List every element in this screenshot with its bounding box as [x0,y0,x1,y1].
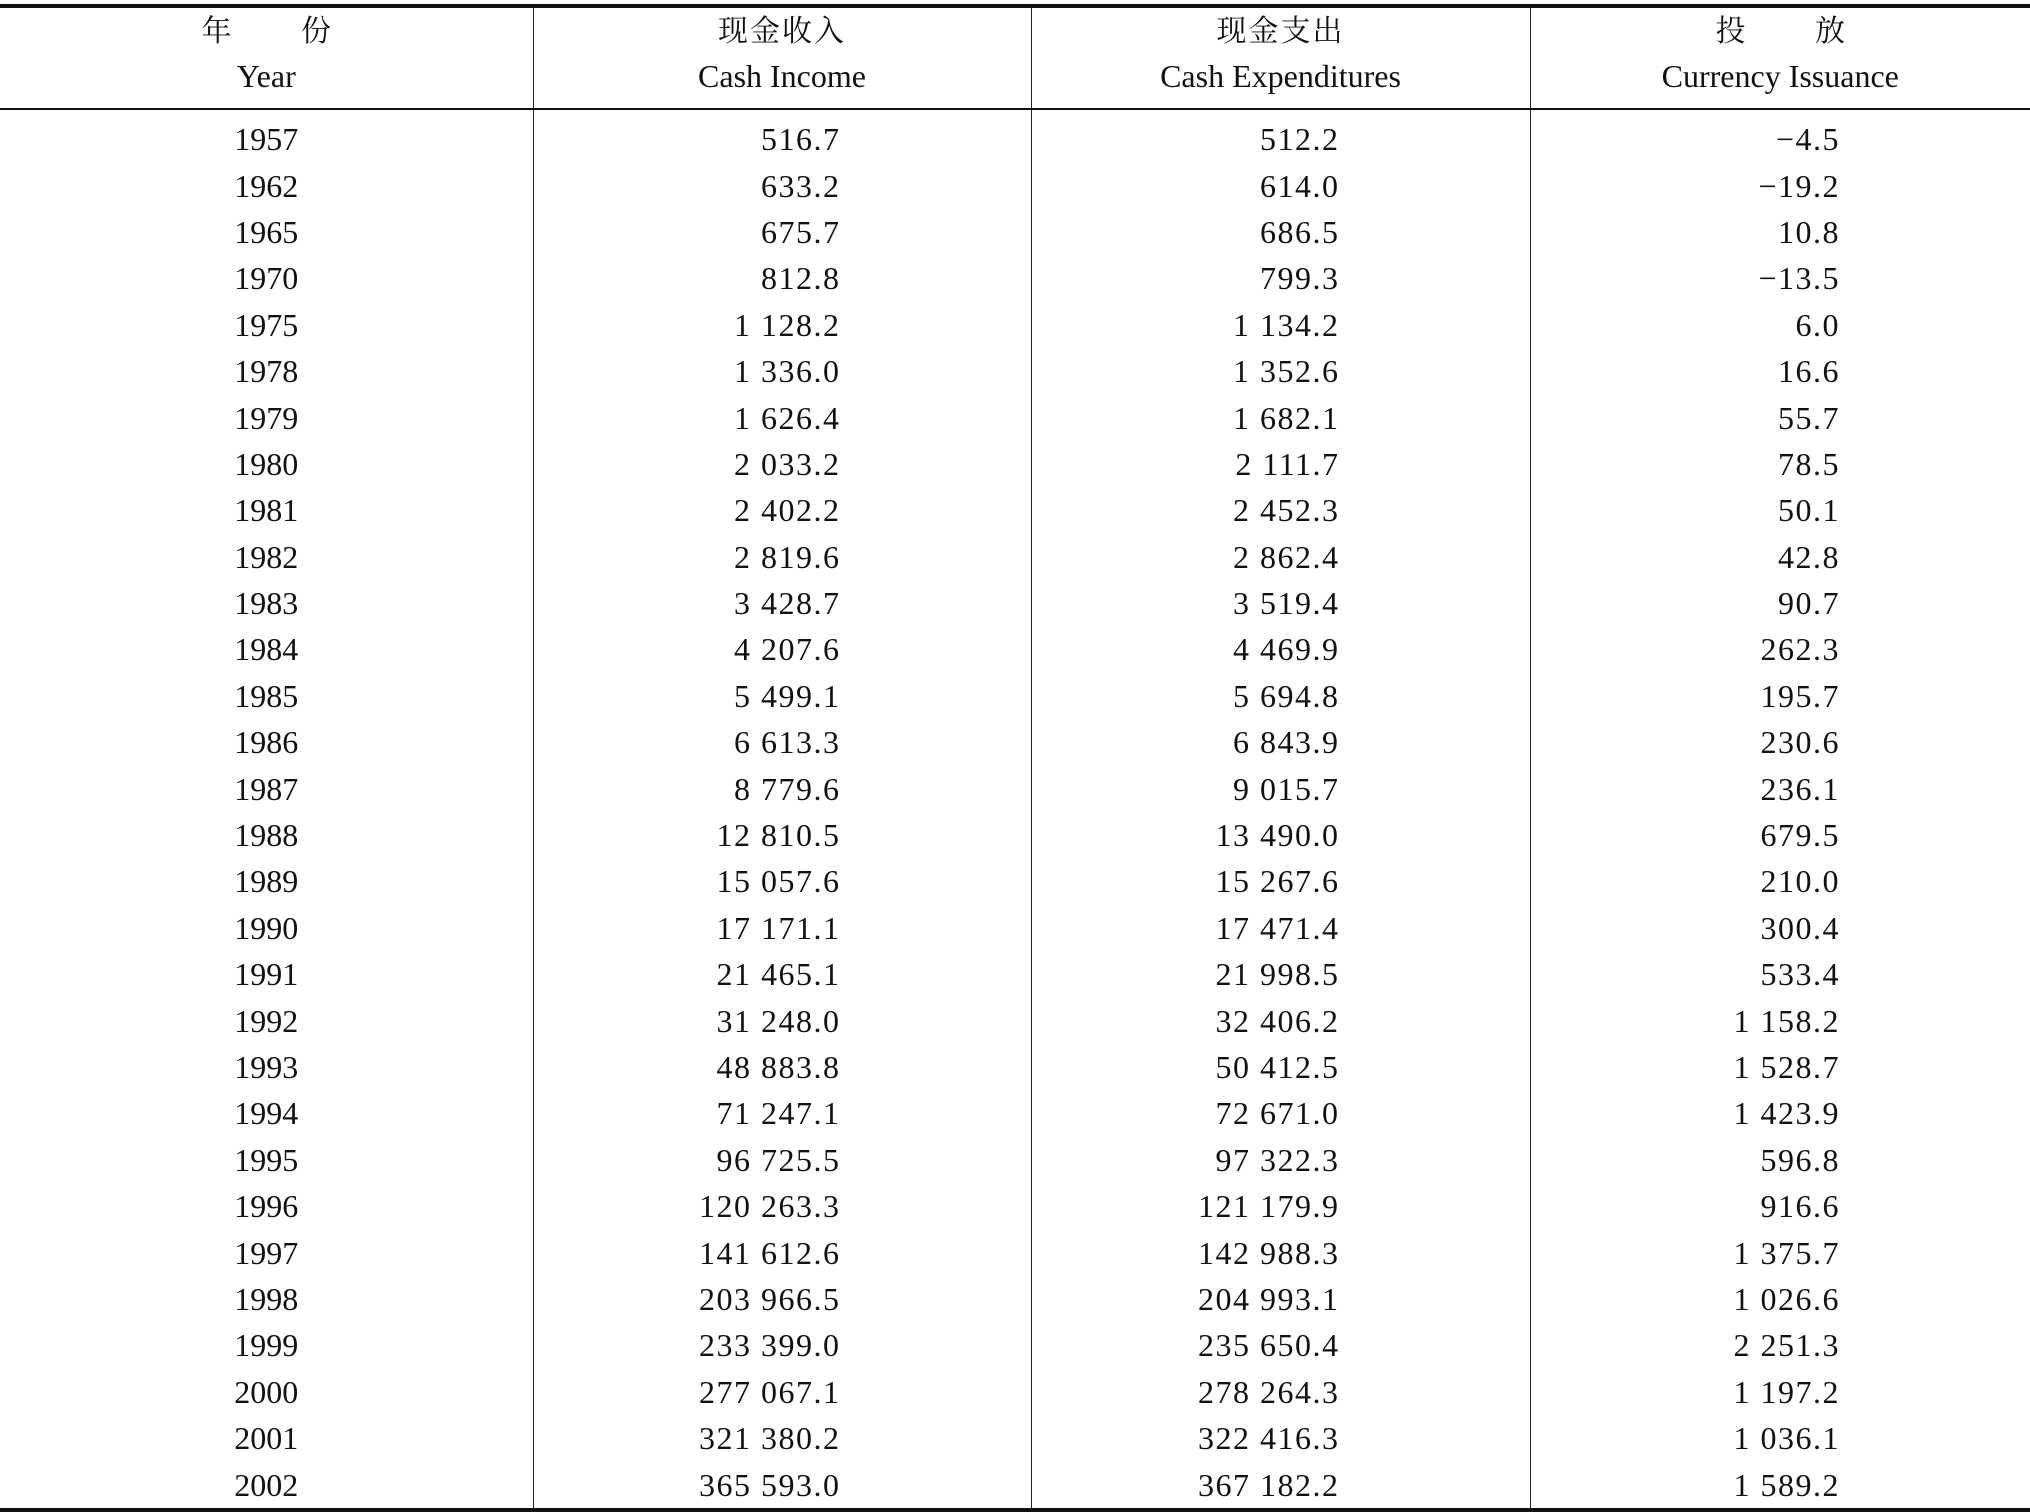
cash-income-cell: 17 171.1 [533,905,1031,951]
currency-issuance-cell: 1 026.6 [1530,1276,2030,1322]
table-row [0,348,2030,394]
table-row [0,1461,2030,1509]
year-cell: 1984 [0,626,533,672]
year-cell: 1989 [0,858,533,904]
cash-expenditures-cell: 278 264.3 [1031,1369,1530,1415]
cash-expenditures-cell: 614.0 [1031,162,1530,208]
cash-income-cell: 31 248.0 [533,997,1031,1043]
cash-expenditures-cell: 204 993.1 [1031,1276,1530,1322]
table-row [0,1044,2030,1090]
table-row [0,394,2030,440]
header-cash-expenditures-cn: 现金支出 [1032,8,1530,50]
table-row [0,905,2030,951]
year-cell: 2000 [0,1369,533,1415]
table-row [0,997,2030,1043]
cash-expenditures-cell: 686.5 [1031,209,1530,255]
currency-issuance-cell: 1 528.7 [1530,1044,2030,1090]
currency-issuance-cell: 210.0 [1530,858,2030,904]
header-year [0,6,533,109]
cash-expenditures-cell: 367 182.2 [1031,1461,1530,1509]
cash-income-expenditure-table [0,4,2030,1512]
cash-expenditures-cell: 21 998.5 [1031,951,1530,997]
table-row [0,812,2030,858]
currency-issuance-cell: 1 036.1 [1530,1415,2030,1461]
cash-income-cell: 1 128.2 [533,302,1031,348]
currency-issuance-cell: 195.7 [1530,673,2030,719]
cash-income-cell: 1 336.0 [533,348,1031,394]
currency-issuance-cell: 300.4 [1530,905,2030,951]
year-cell: 1997 [0,1229,533,1275]
currency-issuance-cell: −4.5 [1530,109,2030,162]
currency-issuance-cell: −13.5 [1530,255,2030,301]
cash-income-cell: 6 613.3 [533,719,1031,765]
year-cell: 1999 [0,1322,533,1368]
table-row [0,580,2030,626]
header-year-en: Year [0,50,533,108]
currency-issuance-cell: 262.3 [1530,626,2030,672]
year-cell: 1995 [0,1137,533,1183]
cash-income-cell: 675.7 [533,209,1031,255]
cash-income-cell: 15 057.6 [533,858,1031,904]
cash-expenditures-cell: 1 352.6 [1031,348,1530,394]
header-cash-expenditures [1031,6,1530,109]
currency-issuance-cell: 1 197.2 [1530,1369,2030,1415]
table-row [0,719,2030,765]
year-cell: 1982 [0,534,533,580]
header-cash-expenditures-en: Cash Expenditures [1032,50,1530,108]
table-row [0,858,2030,904]
cash-expenditures-cell: 322 416.3 [1031,1415,1530,1461]
cash-income-cell: 233 399.0 [533,1322,1031,1368]
table-body [0,109,2030,1510]
table-header [0,6,2030,109]
table-row [0,1229,2030,1275]
cash-income-cell: 2 402.2 [533,487,1031,533]
cash-income-cell: 21 465.1 [533,951,1031,997]
statistics-table-page [0,4,2030,1502]
currency-issuance-cell: 679.5 [1530,812,2030,858]
cash-expenditures-cell: 32 406.2 [1031,997,1530,1043]
cash-expenditures-cell: 4 469.9 [1031,626,1530,672]
cash-expenditures-cell: 5 694.8 [1031,673,1530,719]
currency-issuance-cell: 533.4 [1530,951,2030,997]
cash-income-cell: 2 819.6 [533,534,1031,580]
year-cell: 1979 [0,394,533,440]
header-row [0,6,2030,109]
currency-issuance-cell: 55.7 [1530,394,2030,440]
cash-expenditures-cell: 2 452.3 [1031,487,1530,533]
cash-expenditures-cell: 512.2 [1031,109,1530,162]
year-cell: 1975 [0,302,533,348]
year-cell: 1962 [0,162,533,208]
cash-income-cell: 812.8 [533,255,1031,301]
year-cell: 1970 [0,255,533,301]
header-currency-issuance-cn: 投 放 [1531,8,2030,50]
year-cell: 1965 [0,209,533,255]
cash-income-cell: 141 612.6 [533,1229,1031,1275]
currency-issuance-cell: 1 423.9 [1530,1090,2030,1136]
currency-issuance-cell: 1 375.7 [1530,1229,2030,1275]
header-cash-income-cn: 现金收入 [534,8,1031,50]
table-row [0,1369,2030,1415]
year-cell: 1992 [0,997,533,1043]
cash-income-cell: 2 033.2 [533,441,1031,487]
header-cash-income [533,6,1031,109]
cash-expenditures-cell: 72 671.0 [1031,1090,1530,1136]
table-row [0,1415,2030,1461]
currency-issuance-cell: 916.6 [1530,1183,2030,1229]
year-cell: 1993 [0,1044,533,1090]
cash-expenditures-cell: 235 650.4 [1031,1322,1530,1368]
header-year-cn: 年 份 [0,8,533,50]
currency-issuance-cell: 2 251.3 [1530,1322,2030,1368]
year-cell: 1985 [0,673,533,719]
cash-income-cell: 365 593.0 [533,1461,1031,1509]
cash-income-cell: 633.2 [533,162,1031,208]
table-row [0,1090,2030,1136]
cash-expenditures-cell: 121 179.9 [1031,1183,1530,1229]
cash-expenditures-cell: 1 682.1 [1031,394,1530,440]
year-cell: 1991 [0,951,533,997]
year-cell: 1981 [0,487,533,533]
year-cell: 1957 [0,109,533,162]
year-cell: 1980 [0,441,533,487]
cash-income-cell: 5 499.1 [533,673,1031,719]
currency-issuance-cell: 10.8 [1530,209,2030,255]
year-cell: 1996 [0,1183,533,1229]
cash-income-cell: 8 779.6 [533,765,1031,811]
cash-income-cell: 203 966.5 [533,1276,1031,1322]
table-row [0,162,2030,208]
table-row [0,1137,2030,1183]
table-row [0,487,2030,533]
year-cell: 1987 [0,765,533,811]
table-row [0,255,2030,301]
cash-expenditures-cell: 13 490.0 [1031,812,1530,858]
currency-issuance-cell: 236.1 [1530,765,2030,811]
currency-issuance-cell: 596.8 [1530,1137,2030,1183]
header-currency-issuance [1530,6,2030,109]
currency-issuance-cell: −19.2 [1530,162,2030,208]
currency-issuance-cell: 50.1 [1530,487,2030,533]
year-cell: 1994 [0,1090,533,1136]
currency-issuance-cell: 1 158.2 [1530,997,2030,1043]
cash-income-cell: 3 428.7 [533,580,1031,626]
cash-expenditures-cell: 3 519.4 [1031,580,1530,626]
cash-income-cell: 71 247.1 [533,1090,1031,1136]
currency-issuance-cell: 6.0 [1530,302,2030,348]
header-cash-income-en: Cash Income [534,50,1031,108]
year-cell: 1988 [0,812,533,858]
cash-expenditures-cell: 1 134.2 [1031,302,1530,348]
table-row [0,626,2030,672]
cash-expenditures-cell: 97 322.3 [1031,1137,1530,1183]
year-cell: 2002 [0,1461,533,1509]
cash-expenditures-cell: 2 111.7 [1031,441,1530,487]
year-cell: 1998 [0,1276,533,1322]
table-row [0,209,2030,255]
year-cell: 1990 [0,905,533,951]
cash-income-cell: 12 810.5 [533,812,1031,858]
currency-issuance-cell: 230.6 [1530,719,2030,765]
table-row [0,951,2030,997]
cash-income-cell: 120 263.3 [533,1183,1031,1229]
table-row [0,534,2030,580]
currency-issuance-cell: 1 589.2 [1530,1461,2030,1509]
cash-expenditures-cell: 142 988.3 [1031,1229,1530,1275]
cash-income-cell: 1 626.4 [533,394,1031,440]
cash-income-cell: 277 067.1 [533,1369,1031,1415]
cash-expenditures-cell: 9 015.7 [1031,765,1530,811]
table-row [0,1183,2030,1229]
table-row [0,1322,2030,1368]
year-cell: 2001 [0,1415,533,1461]
cash-income-cell: 516.7 [533,109,1031,162]
cash-income-cell: 4 207.6 [533,626,1031,672]
currency-issuance-cell: 42.8 [1530,534,2030,580]
currency-issuance-cell: 16.6 [1530,348,2030,394]
cash-expenditures-cell: 6 843.9 [1031,719,1530,765]
year-cell: 1978 [0,348,533,394]
cash-income-cell: 96 725.5 [533,1137,1031,1183]
table-row [0,673,2030,719]
table-row [0,1276,2030,1322]
currency-issuance-cell: 90.7 [1530,580,2030,626]
header-currency-issuance-en: Currency Issuance [1531,50,2030,108]
cash-expenditures-cell: 50 412.5 [1031,1044,1530,1090]
table-row [0,441,2030,487]
currency-issuance-cell: 78.5 [1530,441,2030,487]
cash-expenditures-cell: 17 471.4 [1031,905,1530,951]
cash-expenditures-cell: 2 862.4 [1031,534,1530,580]
year-cell: 1983 [0,580,533,626]
year-cell: 1986 [0,719,533,765]
table-row [0,765,2030,811]
table-row [0,109,2030,162]
cash-income-cell: 48 883.8 [533,1044,1031,1090]
cash-expenditures-cell: 799.3 [1031,255,1530,301]
cash-income-cell: 321 380.2 [533,1415,1031,1461]
table-row [0,302,2030,348]
cash-expenditures-cell: 15 267.6 [1031,858,1530,904]
